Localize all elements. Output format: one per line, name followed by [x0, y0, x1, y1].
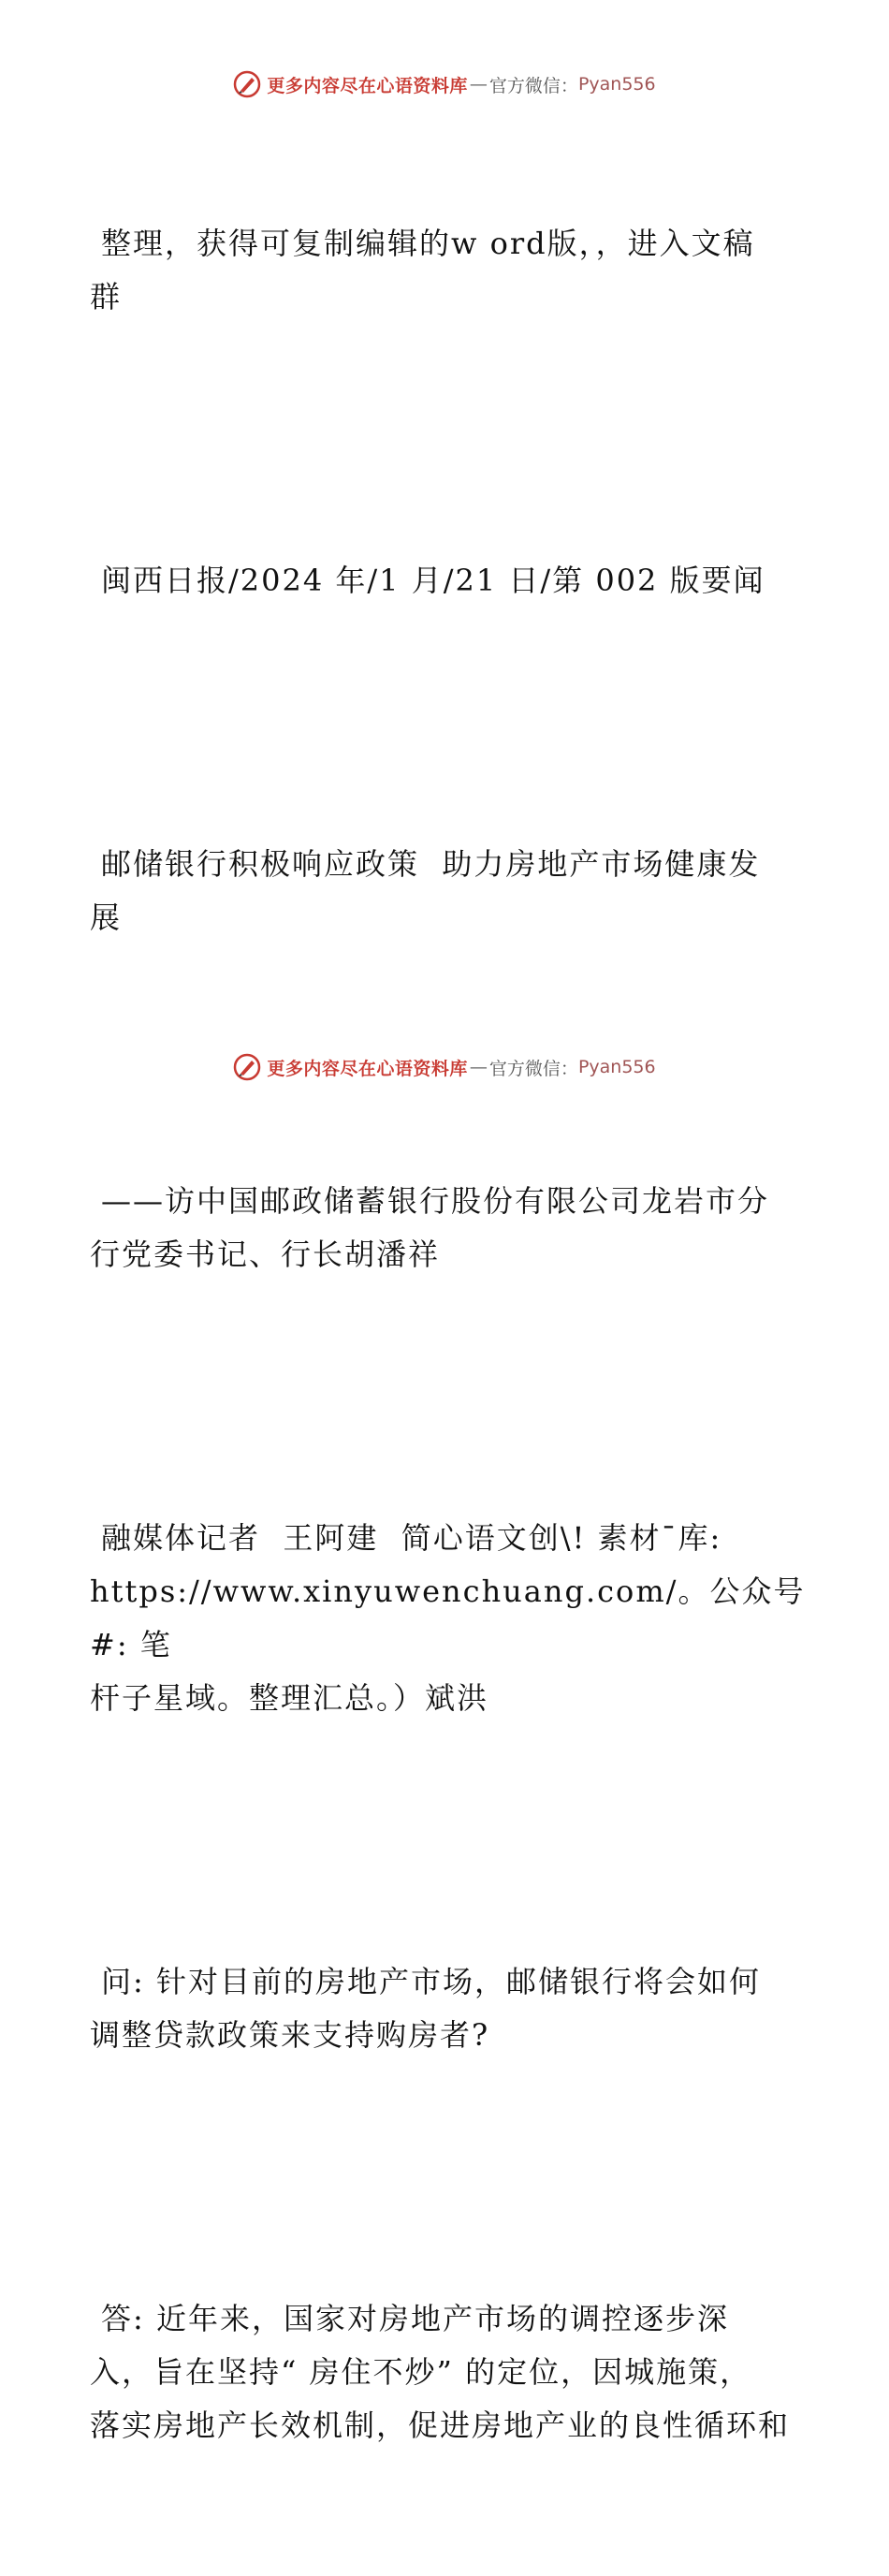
paragraph-line: 行党委书记、行长胡潘祥 — [90, 1237, 441, 1272]
watermark-separator: — — [469, 1057, 488, 1077]
paragraph-line: https://www.xinyuwenchuang.com/。公众号#: 笔 — [90, 1573, 806, 1662]
quill-logo-icon — [233, 70, 261, 98]
paragraph-subheadline — [90, 1068, 810, 1388]
paragraph-note — [90, 110, 810, 431]
watermark-id: Pyan556 — [577, 74, 656, 95]
paragraph-line: 展 — [90, 900, 123, 935]
watermark-banner-bottom — [0, 1048, 889, 1086]
paragraph-line: 杆子星域。整理汇总。）斌洪 — [90, 1680, 489, 1716]
paragraph-line: 问: 针对目前的房地产市场，邮储银行将会如何 — [101, 1964, 761, 1999]
paragraph-source — [90, 447, 810, 714]
paragraph-line: 答: 近年来，国家对房地产市场的调控逐步深 — [101, 2301, 729, 2336]
paragraph-question — [90, 1849, 810, 2169]
paragraph-line: 落实房地产长效机制，促进房地产业的良性循环和 — [90, 2408, 791, 2443]
watermark-text: 更多内容尽在心语资料库 — [267, 75, 468, 96]
paragraph-line: 入，旨在坚持“ 房住不炒” 的定位，因城施策， — [90, 2354, 752, 2390]
paragraph-byline — [90, 1405, 810, 1832]
paragraph-line: 融媒体记者 王阿建 简心语文创\! 素材¯库: — [101, 1520, 722, 1556]
quill-logo-icon — [233, 1053, 261, 1081]
paragraph-headline — [90, 731, 810, 1051]
paragraph-line: 闽西日报/2024 年/1 月/21 日/第 002 版要闻 — [101, 563, 765, 598]
watermark-label: 官方微信： — [488, 1058, 578, 1079]
watermark-label: 官方微信： — [488, 75, 578, 96]
paragraph-answer — [90, 2186, 810, 2559]
watermark-separator: — — [469, 74, 488, 95]
watermark-banner-top — [0, 66, 889, 103]
paragraph-line: 邮储银行积极响应政策 助力房地产市场健康发 — [101, 846, 761, 882]
paragraph-line: 整理，获得可复制编辑的w ord版，，进入文稿 — [101, 226, 755, 261]
paragraph-line: 群 — [90, 279, 123, 315]
paragraph-line: ——访中国邮政储蓄银行股份有限公司龙岩市分 — [101, 1183, 770, 1219]
paragraph-line: 调整贷款政策来支持购房者? — [90, 2017, 490, 2053]
document-body — [90, 110, 810, 2576]
watermark-text: 更多内容尽在心语资料库 — [267, 1058, 468, 1079]
watermark-id: Pyan556 — [577, 1057, 656, 1077]
